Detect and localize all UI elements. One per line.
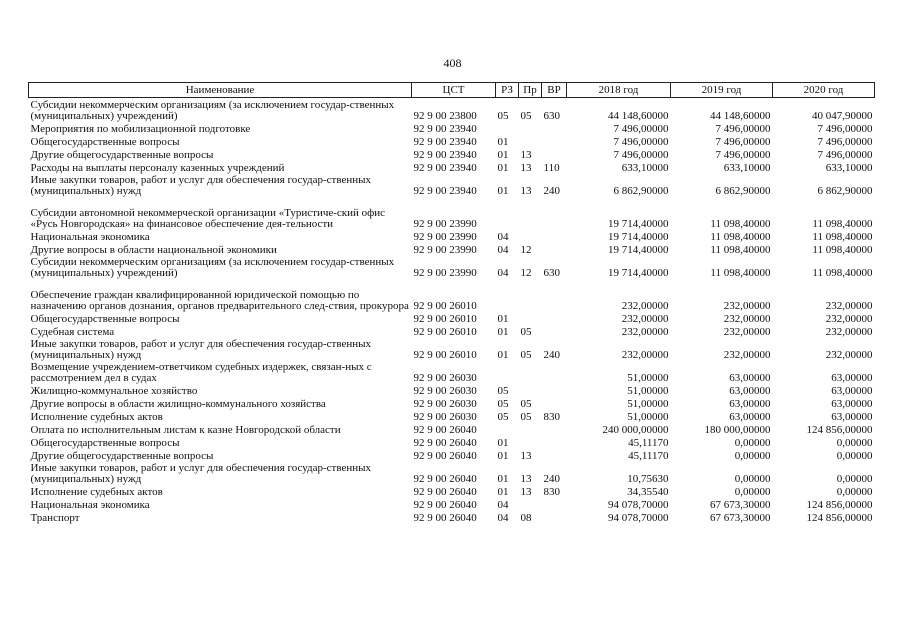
row-value-2018: 10,75630 [627,472,669,485]
header-name: Наименование [29,83,412,98]
row-value-2018: 232,00000 [621,299,669,312]
row-pr [519,383,542,396]
row-vr [542,448,567,461]
row-value-2020: 40 047,90000 [812,109,873,122]
table-row [29,461,875,484]
row-pr [519,435,542,448]
row-value-2019: 0,00000 [734,449,771,462]
row-vr [542,229,567,242]
row-value-2018: 51,00000 [627,410,669,423]
row-name: Другие вопросы в области национальной экономики [30,243,277,256]
row-value-2019: 232,00000 [723,312,771,325]
row-value-2020: 63,00000 [831,410,873,423]
row-rz: 01 [497,436,509,449]
row-value-2020: 232,00000 [825,299,873,312]
table-row [29,229,875,242]
table-row [29,278,875,311]
row-code: 92 9 00 23990 [413,266,477,279]
row-code: 92 9 00 26030 [413,384,477,397]
row-name: Национальная экономика [30,498,150,511]
row-code: 92 9 00 26040 [413,485,477,498]
row-rz: 04 [497,498,509,511]
row-code: 92 9 00 26040 [413,498,477,511]
row-rz: 01 [497,472,509,485]
row-pr: 05 [520,397,532,410]
row-value-2018: 633,10000 [621,161,669,174]
row-value-2019: 7 496,00000 [715,148,771,161]
row-pr: 05 [520,109,532,122]
row-pr: 12 [520,266,532,279]
row-value-2020: 232,00000 [825,312,873,325]
row-code: 92 9 00 23940 [413,122,477,135]
row-value-2019: 63,00000 [729,397,771,410]
row-value-2019: 180 000,00000 [704,423,771,436]
row-value-2018: 51,00000 [627,384,669,397]
row-value-2019: 44 148,60000 [710,109,771,122]
row-rz: 01 [497,135,509,148]
budget-table [28,82,875,523]
row-value-2020: 7 496,00000 [817,122,873,135]
row-value-2019: 0,00000 [734,485,771,498]
row-code: 92 9 00 26040 [413,472,477,485]
row-pr: 05 [520,325,532,338]
table-row [29,196,875,229]
row-value-2018: 94 078,70000 [608,511,669,524]
row-code: 92 9 00 23990 [413,243,477,256]
row-value-2018: 44 148,60000 [608,109,669,122]
row-pr: 12 [520,243,532,256]
row-value-2019: 6 862,90000 [715,184,771,197]
row-value-2018: 19 714,40000 [608,217,669,230]
row-rz: 01 [497,312,509,325]
row-value-2018: 19 714,40000 [608,230,669,243]
row-vr: 630 [543,266,560,279]
table-row [29,484,875,497]
row-value-2020: 7 496,00000 [817,148,873,161]
row-vr [542,311,567,324]
row-code: 92 9 00 26010 [413,325,477,338]
row-name: Национальная экономика [30,230,150,243]
row-code: 92 9 00 23940 [413,135,477,148]
row-rz [496,278,519,311]
header-vr: ВР [542,83,567,98]
row-rz: 01 [497,449,509,462]
row-name: Возмещение учреждением-ответчиком судебных издержек, связан-ных с рассмотрением дел в судах [30,361,372,384]
row-value-2018: 232,00000 [621,325,669,338]
row-code: 92 9 00 23940 [413,148,477,161]
row-rz: 01 [497,184,509,197]
row-value-2019: 232,00000 [723,299,771,312]
row-rz [496,121,519,134]
row-vr [542,134,567,147]
table-row [29,147,875,160]
row-name: Жилищно-коммунальное хозяйство [30,384,198,397]
table-row [29,510,875,523]
row-value-2018: 232,00000 [621,312,669,325]
row-name: Другие общегосударственные вопросы [30,148,214,161]
header-2018: 2018 год [567,83,671,98]
header-code: ЦСТ [412,83,496,98]
row-name: Субсидии некоммерческим организациям (за исключением государ-ственных (муниципальных) учреждений) [30,99,395,122]
table-row [29,173,875,196]
row-vr [542,278,567,311]
table-row [29,134,875,147]
row-vr [542,396,567,409]
row-code: 92 9 00 26040 [413,423,477,436]
row-value-2019: 232,00000 [723,348,771,361]
row-value-2018: 240 000,00000 [602,423,669,436]
row-value-2018: 7 496,00000 [613,135,669,148]
row-vr: 240 [543,472,560,485]
table-row [29,409,875,422]
row-vr [542,435,567,448]
row-pr: 13 [520,449,532,462]
row-rz: 01 [497,325,509,338]
row-pr [519,422,542,435]
row-vr [542,510,567,523]
row-value-2020: 11 098,40000 [812,266,873,279]
row-vr [542,147,567,160]
row-name: Мероприятия по мобилизационной подготовке [30,122,251,135]
row-value-2020: 0,00000 [836,472,873,485]
row-code: 92 9 00 23800 [413,109,477,122]
row-pr [519,497,542,510]
row-name: Другие общегосударственные вопросы [30,449,214,462]
row-rz: 04 [497,243,509,256]
table-row [29,497,875,510]
row-pr [519,134,542,147]
row-name: Исполнение судебных актов [30,485,163,498]
row-vr: 240 [543,348,560,361]
row-value-2018: 51,00000 [627,371,669,384]
row-pr: 13 [520,161,532,174]
row-value-2018: 45,11170 [628,436,669,449]
row-name: Расходы на выплаты персоналу казенных учреждений [30,161,285,174]
row-value-2018: 7 496,00000 [613,122,669,135]
row-pr: 08 [520,511,532,524]
row-value-2018: 45,11170 [628,449,669,462]
row-pr: 13 [520,472,532,485]
row-rz [496,360,519,383]
row-value-2019: 11 098,40000 [710,243,771,256]
row-value-2019: 0,00000 [734,436,771,449]
table-row [29,242,875,255]
table-row [29,422,875,435]
row-value-2018: 232,00000 [621,348,669,361]
row-rz: 05 [497,397,509,410]
row-vr [542,324,567,337]
row-value-2019: 11 098,40000 [710,230,771,243]
table-row [29,160,875,173]
row-pr [519,360,542,383]
row-rz [496,422,519,435]
row-pr [519,278,542,311]
header-2020: 2020 год [773,83,875,98]
row-rz: 04 [497,266,509,279]
row-code: 92 9 00 26010 [413,312,477,325]
row-rz: 01 [497,148,509,161]
row-pr [519,121,542,134]
row-code: 92 9 00 26030 [413,410,477,423]
row-name: Судебная система [30,325,115,338]
row-code: 92 9 00 26040 [413,511,477,524]
row-value-2019: 63,00000 [729,384,771,397]
row-vr [542,497,567,510]
table-row [29,396,875,409]
row-vr [542,360,567,383]
row-code: 92 9 00 26010 [413,299,477,312]
row-vr: 110 [543,161,560,174]
row-value-2018: 19 714,40000 [608,243,669,256]
row-rz: 04 [497,511,509,524]
row-value-2019: 11 098,40000 [710,266,771,279]
row-code: 92 9 00 23940 [413,161,477,174]
table-row [29,337,875,360]
row-rz [496,196,519,229]
page-number: 408 [443,56,462,70]
row-value-2020: 63,00000 [831,397,873,410]
row-rz: 05 [497,410,509,423]
row-name: Транспорт [30,511,80,524]
row-vr [542,121,567,134]
row-vr [542,242,567,255]
row-code: 92 9 00 26010 [413,348,477,361]
row-rz: 05 [497,109,509,122]
table-header-row [29,83,875,98]
row-name: Оплата по исполнительным листам к казне Новгородской области [30,423,341,436]
row-value-2019: 633,10000 [723,161,771,174]
row-value-2019: 7 496,00000 [715,135,771,148]
row-value-2018: 7 496,00000 [613,148,669,161]
row-value-2019: 232,00000 [723,325,771,338]
row-name: Общегосударственные вопросы [30,312,180,325]
row-rz: 04 [497,230,509,243]
row-name: Иные закупки товаров, работ и услуг для обеспечения государ-ственных (муниципальных) нужд [30,462,372,485]
row-value-2019: 63,00000 [729,410,771,423]
row-value-2020: 0,00000 [836,485,873,498]
table-body [29,98,875,524]
row-value-2019: 63,00000 [729,371,771,384]
row-value-2020: 63,00000 [831,371,873,384]
row-pr: 13 [520,184,532,197]
header-pr: Пр [519,83,542,98]
row-code: 92 9 00 26030 [413,371,477,384]
table-row [29,435,875,448]
table-row [29,255,875,278]
row-value-2020: 11 098,40000 [812,217,873,230]
row-value-2020: 11 098,40000 [812,243,873,256]
row-value-2020: 7 496,00000 [817,135,873,148]
row-code: 92 9 00 26030 [413,397,477,410]
header-rz: РЗ [496,83,519,98]
row-value-2020: 0,00000 [836,436,873,449]
row-name: Общегосударственные вопросы [30,436,180,449]
row-code: 92 9 00 26040 [413,436,477,449]
row-name: Обеспечение граждан квалифицированной юридической помощью по назначению органов дознания, органов предварительного след-ствия, прокурора [30,289,409,312]
row-vr [542,196,567,229]
row-value-2020: 124 856,00000 [806,498,873,511]
row-pr: 13 [520,485,532,498]
row-code: 92 9 00 26040 [413,449,477,462]
row-value-2020: 124 856,00000 [806,423,873,436]
row-value-2020: 6 862,90000 [817,184,873,197]
table-row [29,383,875,396]
header-2019: 2019 год [671,83,773,98]
row-pr [519,196,542,229]
row-value-2020: 633,10000 [825,161,873,174]
table-row [29,98,875,122]
row-value-2020: 124 856,00000 [806,511,873,524]
table-row [29,360,875,383]
table-row [29,121,875,134]
row-code: 92 9 00 23990 [413,230,477,243]
row-value-2019: 67 673,30000 [710,498,771,511]
table-row [29,324,875,337]
row-value-2018: 51,00000 [627,397,669,410]
row-value-2019: 0,00000 [734,472,771,485]
row-value-2018: 6 862,90000 [613,184,669,197]
row-rz: 01 [497,485,509,498]
table-row [29,311,875,324]
row-pr [519,229,542,242]
row-pr: 13 [520,148,532,161]
row-name: Субсидии автономной некоммерческой организации «Туристиче-ский офис «Русь Новгородская» на финансовое обеспечение дея-тельности [30,207,386,230]
table-row [29,448,875,461]
row-value-2018: 19 714,40000 [608,266,669,279]
row-pr [519,311,542,324]
row-vr: 240 [543,184,560,197]
row-name: Иные закупки товаров, работ и услуг для обеспечения государ-ственных (муниципальных) нужд [30,338,372,361]
row-vr [542,422,567,435]
row-vr [542,383,567,396]
row-value-2019: 11 098,40000 [710,217,771,230]
row-name: Общегосударственные вопросы [30,135,180,148]
row-value-2020: 11 098,40000 [812,230,873,243]
row-name: Исполнение судебных актов [30,410,163,423]
row-value-2018: 94 078,70000 [608,498,669,511]
row-rz: 01 [497,161,509,174]
row-value-2020: 0,00000 [836,449,873,462]
row-pr: 05 [520,410,532,423]
row-pr: 05 [520,348,532,361]
row-code: 92 9 00 23990 [413,217,477,230]
row-vr: 830 [543,410,560,423]
row-name: Субсидии некоммерческим организациям (за исключением государ-ственных (муниципальных) учреждений) [30,256,395,279]
row-value-2019: 67 673,30000 [710,511,771,524]
row-value-2019: 7 496,00000 [715,122,771,135]
row-value-2020: 63,00000 [831,384,873,397]
row-name: Иные закупки товаров, работ и услуг для обеспечения государ-ственных (муниципальных) нужд [30,174,372,197]
row-value-2018: 34,35540 [627,485,669,498]
row-vr: 630 [543,109,560,122]
row-code: 92 9 00 23940 [413,184,477,197]
row-name: Другие вопросы в области жилищно-коммунального хозяйства [30,397,326,410]
row-value-2020: 232,00000 [825,348,873,361]
row-vr: 830 [543,485,560,498]
row-value-2020: 232,00000 [825,325,873,338]
row-rz: 01 [497,348,509,361]
row-rz: 05 [497,384,509,397]
